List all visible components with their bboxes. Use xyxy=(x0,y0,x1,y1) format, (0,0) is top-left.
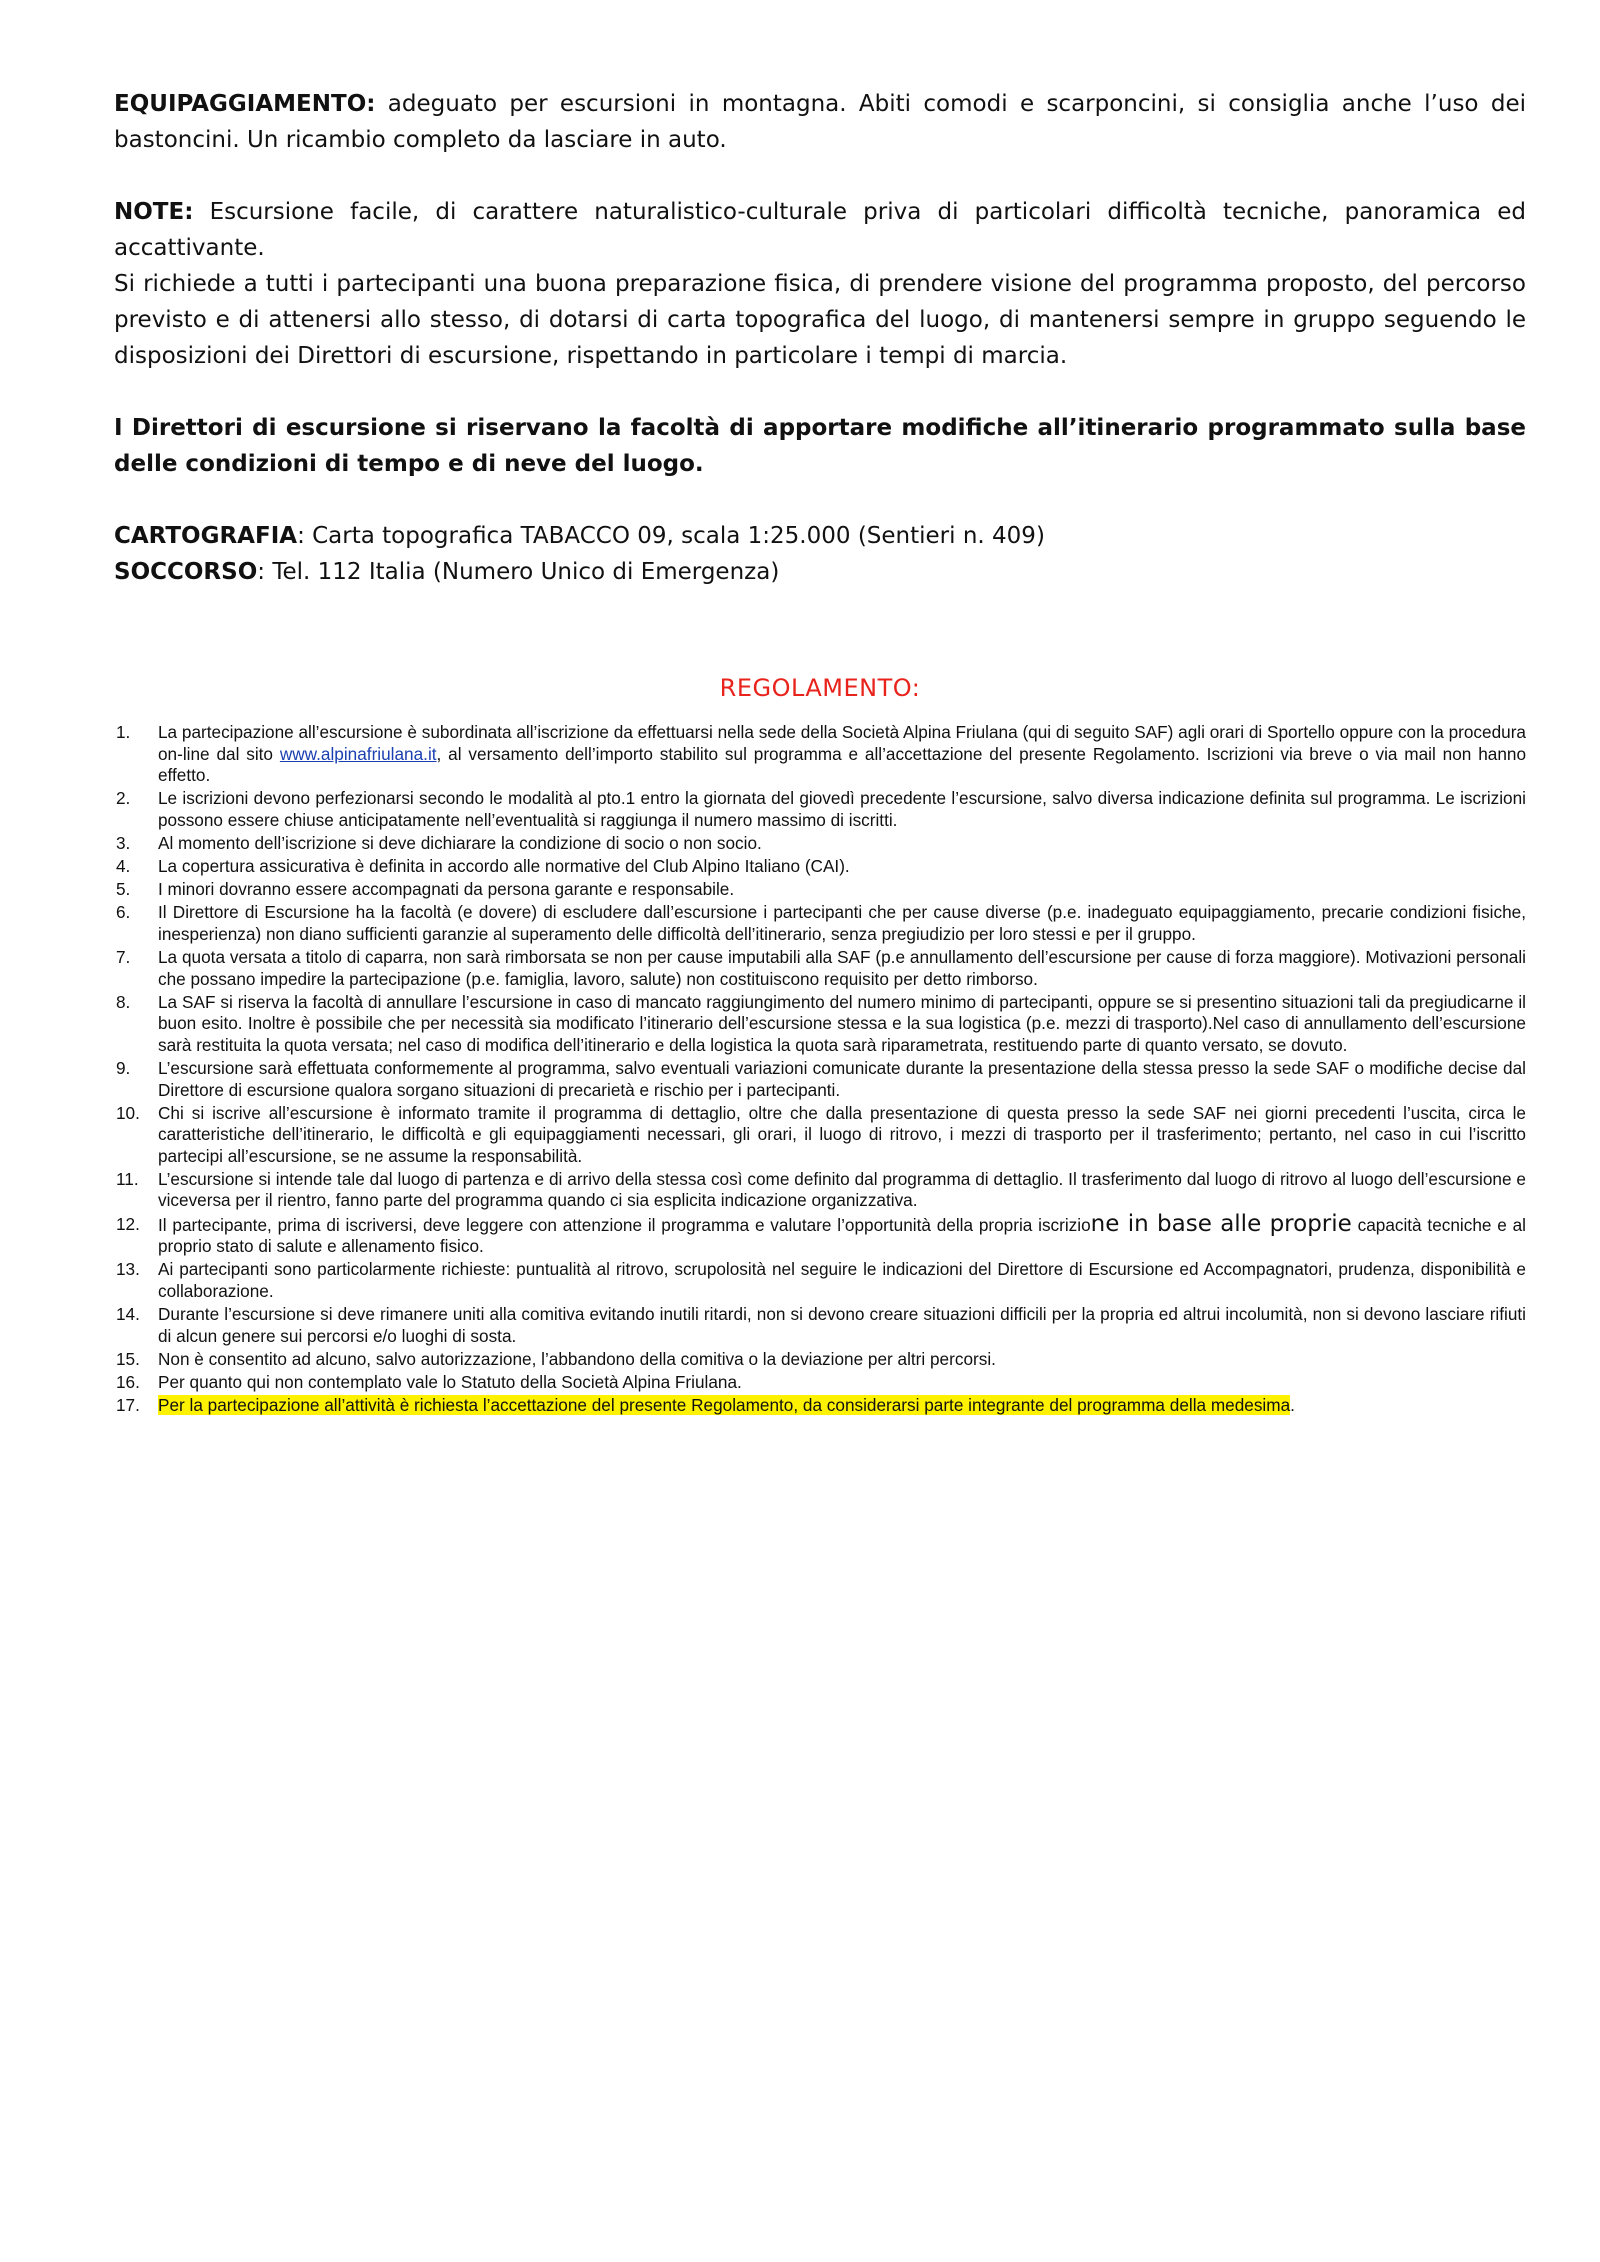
item-number: 16. xyxy=(116,1371,140,1392)
item-text-part: Il partecipante, prima di iscriversi, deve leggere con attenzione il programma e valutare l’opportunità della propria iscrizio xyxy=(158,1214,1091,1235)
item-number: 10. xyxy=(116,1102,140,1123)
cartografia-text: : Carta topografica TABACCO 09, scala 1:25.000 (Sentieri n. 409) xyxy=(297,523,1045,549)
item-number: 9. xyxy=(116,1057,131,1078)
regolamento-item xyxy=(114,1395,1526,1417)
item-number: 15. xyxy=(116,1348,140,1369)
item-text: I minori dovranno essere accompagnati da persona garante e responsabile. xyxy=(158,879,735,900)
regolamento-item xyxy=(114,902,1526,945)
item-text-large-part: ne in base alle proprie xyxy=(1090,1210,1352,1237)
item-number: 5. xyxy=(116,879,131,900)
document-page xyxy=(114,86,1526,1418)
regolamento-item xyxy=(114,856,1526,878)
item-text xyxy=(158,1210,1526,1258)
item-text: La SAF si riserva la facoltà di annullare l’escursione in caso di mancato raggiungimento del numero minimo di partecipanti, oppure se si presentino situazioni tali da pregiudicarne il buon esito. Inoltre è possibile che per necessità sia modificato l’itinerario dell’escursione stessa e la sua logistica (p.e. mezzi di trasporto).Nel caso di annullamento dell’escursione sarà restituita la quota versata; nel caso di modifica dell’itinerario e della logistica la quota sarà riparametrata, restituendo parte di quanto versato, se dovuto. xyxy=(158,991,1526,1055)
regolamento-item xyxy=(114,992,1526,1057)
riserva-text: I Direttori di escursione si riservano la facoltà di apportare modifiche all’itinerario programmato sulla base delle condizioni di tempo e di neve del luogo. xyxy=(114,415,1526,477)
note-label: NOTE: xyxy=(114,199,194,225)
item-text: Chi si iscrive all’escursione è informato tramite il programma di dettaglio, oltre che dalla presentazione di questa presso la sede SAF nei giorni precedenti l’uscita, circa le caratteristiche dell’itinerario, le difficoltà e gli equipaggiamenti necessari, gli orari, il luogo di ritrovo, i mezzi di trasporto per il trasferimento; pertanto, nel caso in cui l’iscritto partecipi all’escursione, se ne assume la responsabilità. xyxy=(158,1102,1526,1166)
item-text: Ai partecipanti sono particolarmente richieste: puntualità al ritrovo, scrupolosità nel seguire le indicazioni del Direttore di Escursione ed Accompagnatori, prudenza, disponibilità e collaborazione. xyxy=(158,1259,1526,1301)
equipaggiamento-label: EQUIPAGGIAMENTO: xyxy=(114,91,376,117)
cartografia-line xyxy=(114,518,1526,554)
note-text: Escursione facile, di carattere naturalistico-culturale priva di particolari difficoltà tecniche, panoramica ed accattivante. xyxy=(114,199,1526,261)
regolamento-item xyxy=(114,879,1526,901)
item-number: 7. xyxy=(116,946,131,967)
item-number: 4. xyxy=(116,856,131,877)
item-text: Durante l’escursione si deve rimanere uniti alla comitiva evitando inutili ritardi, non si devono creare situazioni difficili per la propria ed altrui incolumità, non si devono lasciare rifiuti di alcun genere sui percorsi e/o luoghi di sosta. xyxy=(158,1303,1526,1346)
note-requirements-paragraph: Si richiede a tutti i partecipanti una buona preparazione fisica, di prendere visione del programma proposto, del percorso previsto e di attenersi allo stesso, di dotarsi di carta topografica del luogo, di mantenersi sempre in gruppo seguendo le disposizioni dei Direttori di escursione, rispettando in particolare i tempi di marcia. xyxy=(114,271,1526,369)
item-text: L’escursione sarà effettuata conformemente al programma, salvo eventuali variazioni comunicate durante la presentazione della stessa presso la sede SAF o modifiche decise dal Direttore di escursione qualora sorgano situazioni di precarietà e rischio per i partecipanti. xyxy=(158,1057,1526,1100)
item-text-part: capacità tecniche e al proprio stato di salute e allenamento fisico. xyxy=(158,1214,1526,1257)
item-text: Le iscrizioni devono perfezionarsi secondo le modalità al pto.1 entro la giornata del giovedì precedente l’escursione, salvo diversa indicazione definita sul programma. Le iscrizioni possono essere chiuse anticipatamente nell’eventualità si raggiunga il numero massimo di iscritti. xyxy=(158,788,1526,830)
item-number: 2. xyxy=(116,788,131,809)
highlighted-text: Per la partecipazione all’attività è richiesta l’accettazione del presente Regolamento, da considerarsi parte integrante del programma della medesima xyxy=(158,1394,1291,1415)
item-text: Non è consentito ad alcuno, salvo autorizzazione, l’abbandono della comitiva o la deviazione per altri percorsi. xyxy=(158,1348,996,1369)
regolamento-item xyxy=(114,1210,1526,1258)
item-text-part: , al versamento dell’importo stabilito sul programma e all’accettazione del presente Regolamento. Iscrizioni via breve o via mail non hanno effetto. xyxy=(158,743,1527,786)
item-text-part: La partecipazione all’escursione è subordinata all’iscrizione da effettuarsi nella sede della Società Alpina Friulana (qui di seguito SAF) agli orari di Sportello oppure con la procedura on-line dal sito xyxy=(158,722,1526,764)
item-text xyxy=(158,1395,1526,1417)
soccorso-line xyxy=(114,554,1526,590)
item-number: 3. xyxy=(116,832,131,853)
item-number: 12. xyxy=(116,1213,140,1234)
regolamento-item xyxy=(114,947,1526,990)
item-number: 1. xyxy=(116,722,131,742)
regolamento-list xyxy=(114,722,1526,1416)
item-text xyxy=(158,722,1526,787)
item-number: 11. xyxy=(116,1168,139,1189)
regolamento-item xyxy=(114,1169,1526,1212)
item-number: 13. xyxy=(116,1259,140,1280)
regolamento-item xyxy=(114,722,1526,787)
item-number: 17. xyxy=(116,1394,140,1415)
note-paragraph xyxy=(114,194,1526,266)
regolamento-title: REGOLAMENTO: xyxy=(719,674,921,702)
regolamento-item xyxy=(114,1372,1526,1394)
item-text: La quota versata a titolo di caparra, non sarà rimborsata se non per cause imputabili alla SAF (p.e annullamento dell’escursione per cause di forza maggiore). Motivazioni personali che possano impedire la partecipazione (p.e. famiglia, lavoro, salute) non costituiscono requisito per detto rimborso. xyxy=(158,946,1526,989)
item-number: 14. xyxy=(116,1303,140,1324)
soccorso-text: : Tel. 112 Italia (Numero Unico di Emergenza) xyxy=(257,559,780,585)
soccorso-label: SOCCORSO xyxy=(114,559,258,585)
item-number: 6. xyxy=(116,902,131,923)
item-text: L’escursione si intende tale dal luogo di partenza e di arrivo della stessa così come definito dal programma di dettaglio. Il trasferimento dal luogo di ritrovo al luogo dell’escursione e viceversa per il rientro, fanno parte del programma quando ci sia esplicita indicazione organizzativa. xyxy=(158,1168,1526,1211)
riserva-paragraph xyxy=(114,410,1526,482)
regolamento-item xyxy=(114,1259,1526,1302)
equipaggiamento-text: adeguato per escursioni in montagna. Abiti comodi e scarponcini, si consiglia anche l’uso dei bastoncini. Un ricambio completo da lasciare in auto. xyxy=(114,91,1526,153)
item-text: Per quanto qui non contemplato vale lo Statuto della Società Alpina Friulana. xyxy=(158,1371,742,1392)
regolamento-item xyxy=(114,788,1526,831)
regolamento-item xyxy=(114,1058,1526,1101)
item-text-part: . xyxy=(1290,1394,1295,1415)
regolamento-item xyxy=(114,833,1526,855)
item-number: 8. xyxy=(116,991,131,1012)
regolamento-item xyxy=(114,1304,1526,1347)
regolamento-item xyxy=(114,1103,1526,1168)
equipaggiamento-paragraph xyxy=(114,86,1526,158)
item-text: La copertura assicurativa è definita in accordo alle normative del Club Alpino Italiano (CAI). xyxy=(158,856,850,877)
alpinafriulana-link[interactable]: www.alpinafriulana.it xyxy=(279,743,437,764)
cartografia-label: CARTOGRAFIA xyxy=(114,523,298,549)
regolamento-item xyxy=(114,1349,1526,1371)
item-text: Il Direttore di Escursione ha la facoltà (e dovere) di escludere dall’escursione i partecipanti che per cause diverse (p.e. inadeguato equipaggiamento, precarie condizioni fisiche, inesperienza) non diano sufficienti garanzie al superamento delle difficoltà dell’itinerario, senza pregiudizio per loro stessi e per il gruppo. xyxy=(158,902,1526,944)
item-text: Al momento dell’iscrizione si deve dichiarare la condizione di socio o non socio. xyxy=(158,832,762,853)
